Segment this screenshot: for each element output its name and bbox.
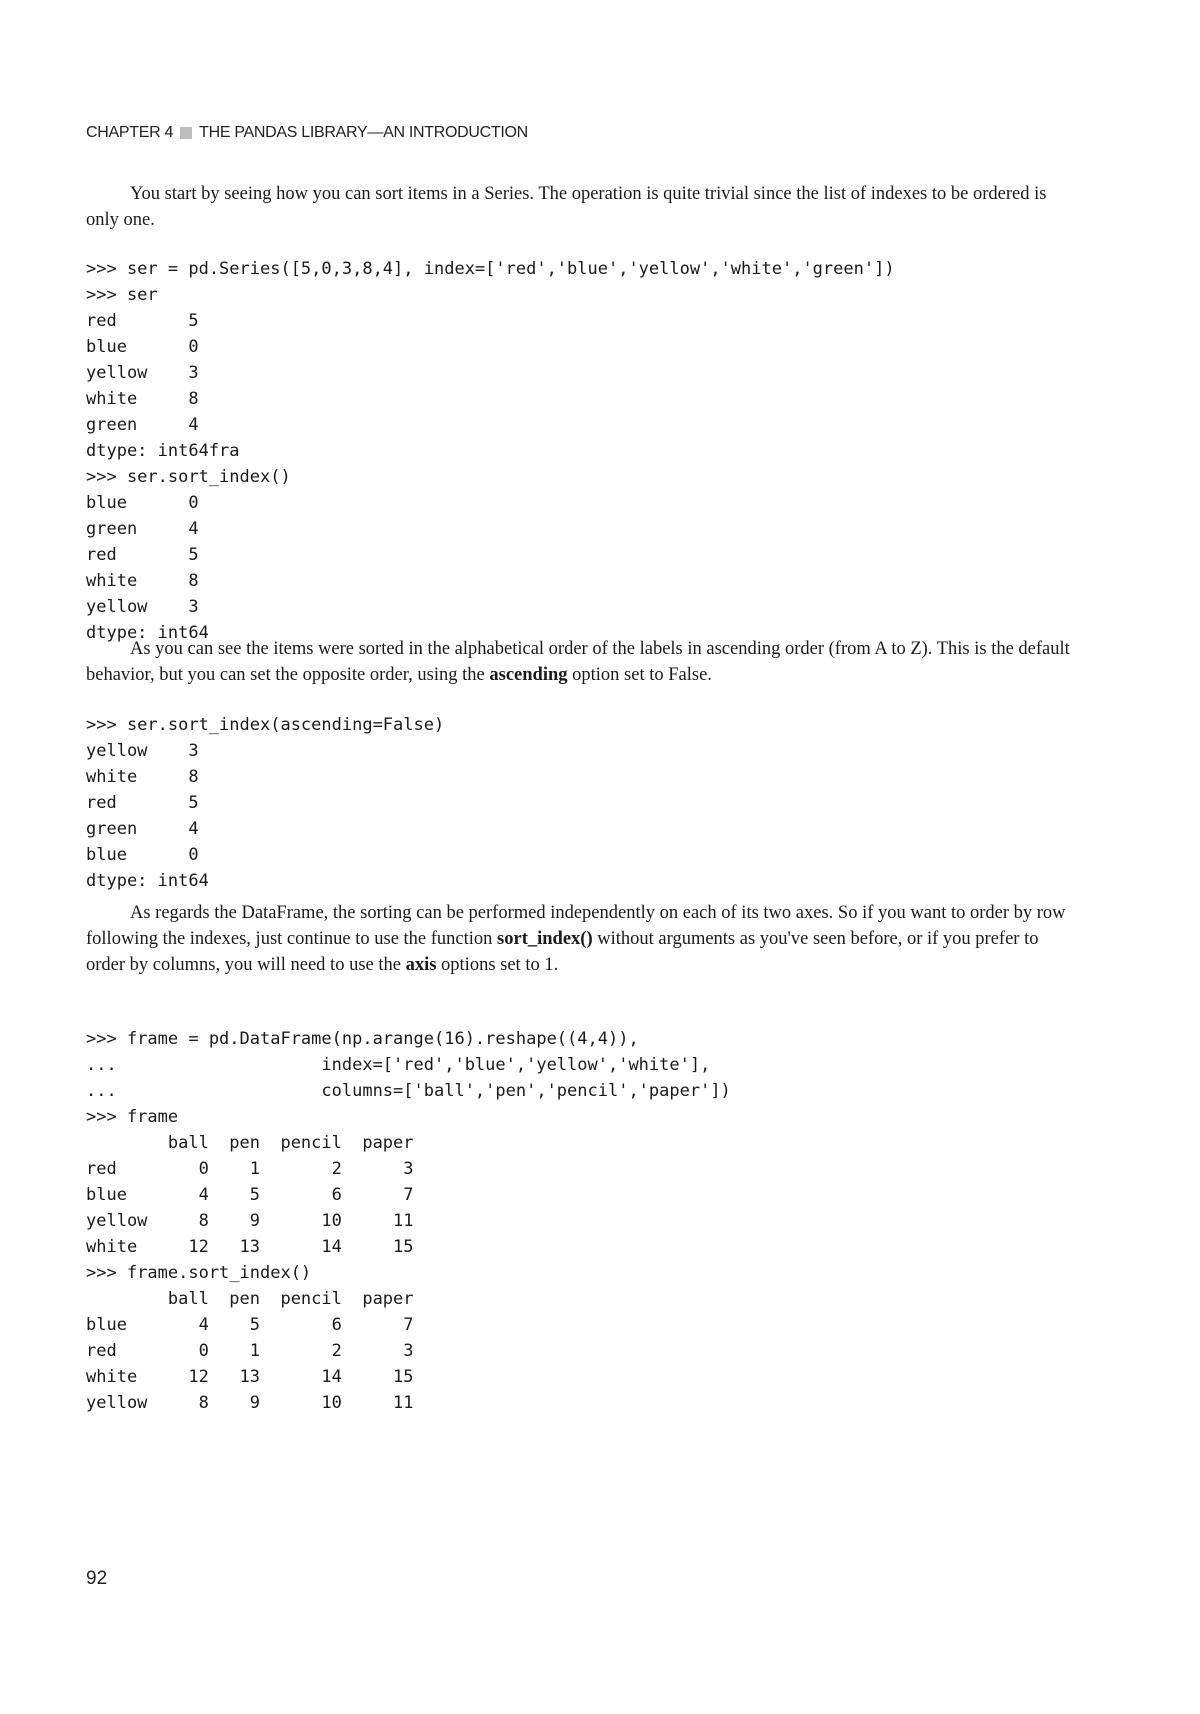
text-run: As you can see the items were sorted in the alphabetical order of the labels in ascending order (from A to Z). This is the default behavior, but you can set the opposite order, using the — [86, 639, 1070, 685]
text-run: option set to False. — [567, 665, 712, 685]
code-line: dtype: int64 — [86, 871, 209, 891]
code-line: >>> frame.sort_index() — [86, 1263, 312, 1283]
running-header — [86, 124, 528, 142]
code-line: >>> frame = pd.DataFrame(np.arange(16).reshape((4,4)), — [86, 1029, 639, 1049]
bold-term: axis — [405, 955, 437, 975]
code-line: blue 0 — [86, 337, 199, 357]
code-line: >>> ser.sort_index() — [86, 467, 291, 487]
code-line: white 8 — [86, 571, 199, 591]
code-line: >>> ser.sort_index(ascending=False) — [86, 715, 445, 735]
code-block-dataframe — [86, 1026, 731, 1416]
paragraph — [86, 181, 1076, 233]
text-run: options set to 1. — [436, 955, 559, 975]
text-run: You start by seeing how you can sort items in a Series. The operation is quite trivial since the list of indexes to be ordered is only one. — [86, 184, 1047, 230]
code-line: white 8 — [86, 389, 199, 409]
code-line: blue 4 5 6 7 — [86, 1185, 414, 1205]
code-line: blue 0 — [86, 493, 199, 513]
text-run: As regards the DataFrame, the sorting can be performed independently on each of its two axes. So if you want to order by row following the indexes, just continue to use the function — [86, 903, 1066, 949]
code-line: white 12 13 14 15 — [86, 1367, 414, 1387]
code-line: white 8 — [86, 767, 199, 787]
code-line: green 4 — [86, 415, 199, 435]
code-line: ... columns=['ball','pen','pencil','paper']) — [86, 1081, 731, 1101]
code-line: ball pen pencil paper — [86, 1289, 414, 1309]
bold-term: sort_index() — [497, 929, 593, 949]
code-line: red 5 — [86, 793, 199, 813]
code-line: blue 4 5 6 7 — [86, 1315, 414, 1335]
code-line: yellow 3 — [86, 741, 199, 761]
code-line: >>> ser = pd.Series([5,0,3,8,4], index=['red','blue','yellow','white','green']) — [86, 259, 895, 279]
code-line: blue 0 — [86, 845, 199, 865]
text-run: without arguments as you've seen before, or if you prefer to order by columns, you will need to use the — [86, 929, 1039, 975]
code-block-series-sort — [86, 256, 895, 646]
chapter-label: CHAPTER 4 — [86, 124, 174, 141]
code-line: red 5 — [86, 545, 199, 565]
code-line: red 0 1 2 3 — [86, 1341, 414, 1361]
page-number: 92 — [86, 1568, 108, 1589]
code-line: yellow 3 — [86, 597, 199, 617]
code-line: >>> frame — [86, 1107, 179, 1127]
code-line: ... index=['red','blue','yellow','white'], — [86, 1055, 711, 1075]
code-block-descending — [86, 712, 444, 894]
bold-term: ascending — [489, 665, 568, 685]
paragraph — [86, 636, 1076, 688]
code-line: green 4 — [86, 519, 199, 539]
code-line: dtype: int64 — [86, 623, 209, 643]
code-line: yellow 3 — [86, 363, 199, 383]
code-line: yellow 8 9 10 11 — [86, 1393, 414, 1413]
paragraph-dataframe — [86, 900, 1076, 978]
code-line: red 0 1 2 3 — [86, 1159, 414, 1179]
paragraph-ascending — [86, 636, 1076, 688]
chapter-title: THE PANDAS LIBRARY—AN INTRODUCTION — [199, 124, 528, 141]
code-line: dtype: int64fra — [86, 441, 240, 461]
code-line: white 12 13 14 15 — [86, 1237, 414, 1257]
paragraph — [86, 900, 1076, 978]
code-line: >>> ser — [86, 285, 158, 305]
separator-square-icon — [180, 127, 192, 139]
code-line: green 4 — [86, 819, 199, 839]
code-line: ball pen pencil paper — [86, 1133, 414, 1153]
code-line: red 5 — [86, 311, 199, 331]
code-line: yellow 8 9 10 11 — [86, 1211, 414, 1231]
paragraph-intro — [86, 181, 1076, 233]
